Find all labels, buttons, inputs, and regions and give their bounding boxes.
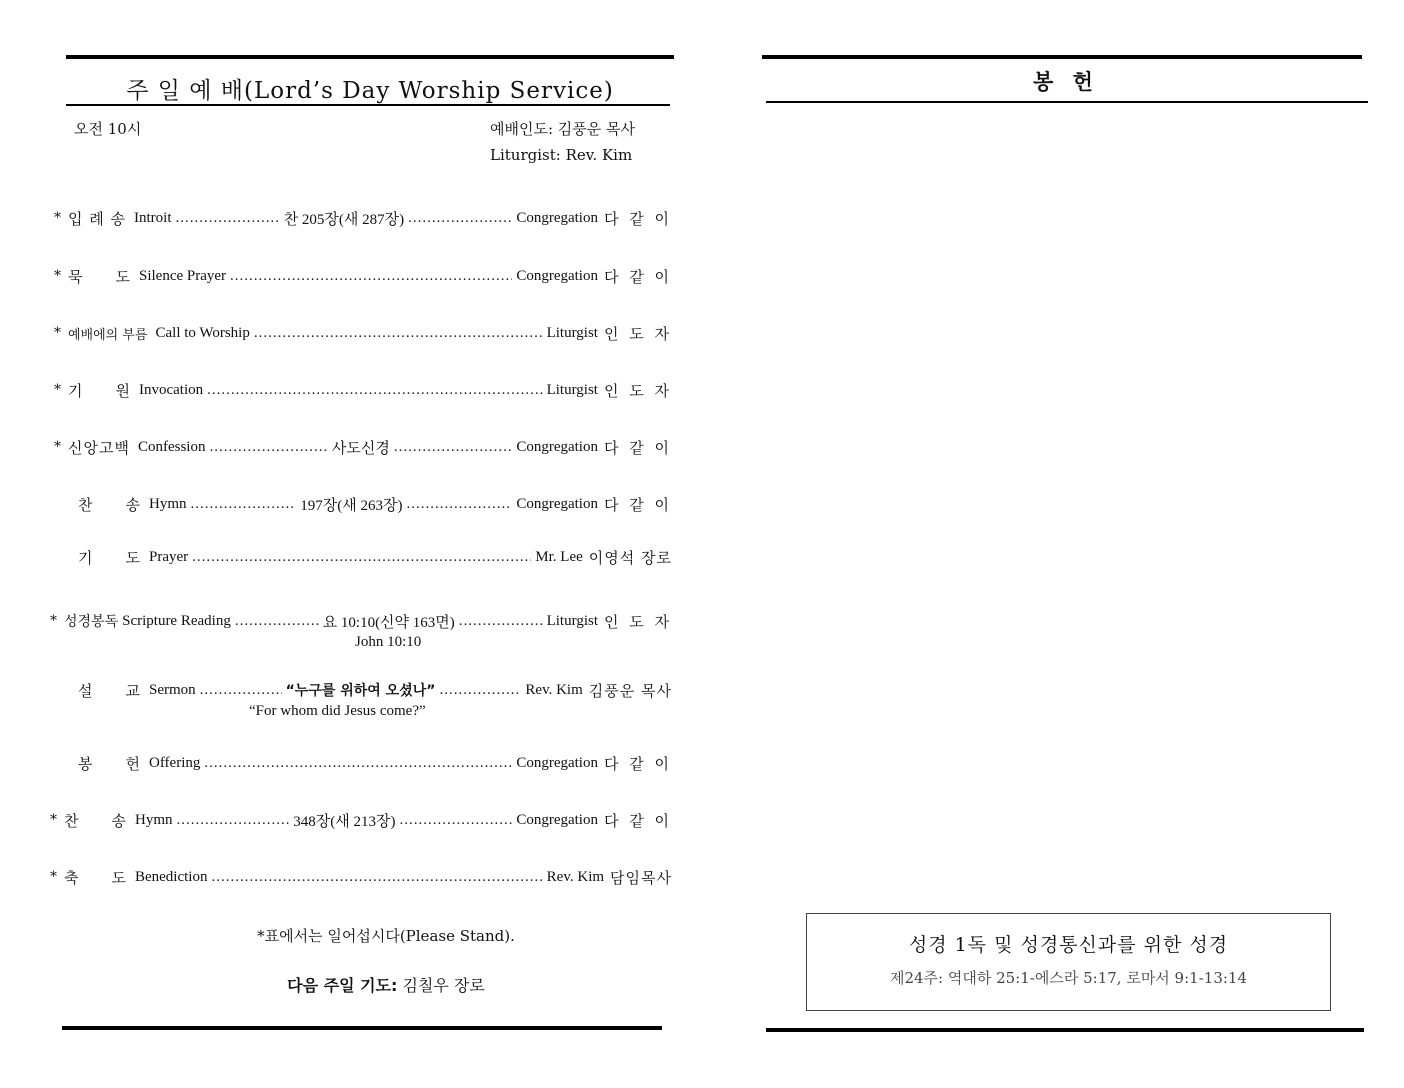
bottom-rule-right <box>766 1028 1364 1032</box>
item-korean-name: 기 원 <box>68 381 131 400</box>
item-person-korean: 김풍운 목사 <box>588 681 672 700</box>
item-detail: 197장(새 263장) <box>300 497 403 514</box>
item-person: Liturgist <box>546 324 598 341</box>
order-item-invocation <box>54 377 672 403</box>
bible-reading-schedule: 제24주: 역대하 25:1-에스라 5:17, 로마서 9:1-13:14 <box>889 969 1247 987</box>
stand-note: *표에서는 일어섭시다(Please Stand). <box>257 927 515 945</box>
leader-dots <box>176 812 289 829</box>
order-item-silence-prayer <box>54 263 672 289</box>
item-english-name: Sermon <box>148 681 196 698</box>
item-person: Congregation <box>516 495 598 512</box>
item-person: Rev. Kim <box>525 681 583 698</box>
order-item-sermon <box>64 677 672 703</box>
leader-dots <box>394 439 512 456</box>
item-english-name: Call to Worship <box>155 324 250 341</box>
sermon-english-title: “For whom did Jesus come?” <box>249 703 426 719</box>
bible-reading-box <box>806 913 1331 1011</box>
item-person-korean: 인 도 자 <box>603 324 672 343</box>
order-item-hymn-2 <box>50 807 672 833</box>
stand-marker: * <box>50 869 57 885</box>
item-person: Congregation <box>516 209 598 226</box>
leader-dots <box>407 496 513 513</box>
sermon-title: “누구를 위하여 오셨나” <box>285 683 436 699</box>
service-title: 주 일 예 배(Lord’s Day Worship Service) <box>126 78 614 104</box>
stand-marker: * <box>54 210 61 226</box>
next-prayer-label: 다음 주일 기도: <box>287 976 398 995</box>
next-week-prayer <box>66 973 706 996</box>
item-korean-name: 기 도 <box>78 548 141 567</box>
item-person-korean: 다 같 이 <box>603 267 672 286</box>
order-item-benediction <box>50 864 672 890</box>
item-person-korean: 다 같 이 <box>603 495 672 514</box>
scripture-english-ref: John 10:10 <box>355 634 422 650</box>
leader-dots <box>235 613 319 630</box>
item-english-name: Invocation <box>138 381 204 398</box>
item-person: Congregation <box>516 811 598 828</box>
item-korean-name: 설 교 <box>78 681 141 700</box>
item-english-name: Prayer <box>148 548 189 565</box>
item-detail: 348장(새 213장) <box>293 813 396 830</box>
item-person-korean: 다 같 이 <box>603 438 672 457</box>
liturgist-korean: 예배인도: 김풍운 목사 <box>490 120 636 138</box>
stand-marker: * <box>50 613 57 629</box>
bible-reading-title: 성경 1독 및 성경통신과를 위한 성경 <box>908 934 1229 956</box>
order-item-confession <box>54 434 672 460</box>
top-rule-left <box>66 55 674 59</box>
leader-dots <box>209 439 327 456</box>
leader-dots <box>192 549 531 566</box>
stand-marker: * <box>54 439 61 455</box>
top-rule-right <box>762 55 1362 59</box>
stand-marker: * <box>50 812 57 828</box>
item-person: Congregation <box>516 754 598 771</box>
item-korean-name: 성경봉독 <box>64 614 119 630</box>
item-korean-name: 신앙고백 <box>68 438 130 457</box>
liturgist-english: Liturgist: Rev. Kim <box>490 146 633 164</box>
order-item-introit <box>54 205 672 231</box>
offering-title: 봉 헌 <box>1033 69 1099 94</box>
next-prayer-name: 김칠우 장로 <box>402 976 485 995</box>
service-time: 오전 10시 <box>74 120 142 138</box>
item-korean-name: 찬 송 <box>64 811 127 830</box>
order-item-prayer <box>64 544 672 570</box>
item-korean-name: 찬 송 <box>78 495 141 514</box>
leader-dots <box>190 496 296 513</box>
item-english-name: Offering <box>148 754 201 771</box>
item-korean-name: 예배에의 부름 <box>68 327 148 343</box>
item-detail: 요 10:10(신약 163면) <box>322 614 455 631</box>
item-person-korean: 이영석 장로 <box>588 548 672 567</box>
item-person: Congregation <box>516 438 598 455</box>
item-english-name: Hymn <box>148 495 187 512</box>
item-english-name: Hymn <box>134 811 173 828</box>
leader-dots <box>207 382 542 399</box>
order-item-hymn-1 <box>64 491 672 517</box>
item-korean-name: 묵 도 <box>68 267 131 286</box>
item-english-name: Scripture Reading <box>122 612 231 629</box>
item-english-name: Introit <box>134 209 172 226</box>
item-person: Liturgist <box>546 612 598 629</box>
item-english-name: Benediction <box>134 868 208 885</box>
leader-dots <box>254 325 543 342</box>
item-person-korean: 인 도 자 <box>604 612 673 631</box>
item-korean-name: 축 도 <box>64 868 127 887</box>
leader-dots <box>230 268 512 285</box>
order-item-offering <box>64 750 672 776</box>
stand-marker: * <box>54 325 61 341</box>
leader-dots <box>459 613 543 630</box>
offering-title-underline <box>766 101 1368 103</box>
item-person-korean: 다 같 이 <box>603 754 672 773</box>
stand-marker: * <box>54 268 61 284</box>
item-person-korean: 담임목사 <box>610 868 672 887</box>
item-person-korean: 다 같 이 <box>603 811 672 830</box>
leader-dots <box>204 755 512 772</box>
item-person: Rev. Kim <box>546 868 605 885</box>
item-person-korean: 인 도 자 <box>603 381 672 400</box>
item-person: Liturgist <box>546 381 598 398</box>
leader-dots <box>400 812 513 829</box>
item-detail: 찬 205장(새 287장) <box>283 211 405 228</box>
item-korean-name: 입 례 송 <box>68 209 127 228</box>
item-person: Mr. Lee <box>535 548 583 565</box>
order-item-call-to-worship <box>54 320 672 346</box>
order-item-scripture-reading <box>50 608 672 634</box>
leader-dots <box>408 210 512 227</box>
leader-dots <box>200 682 282 699</box>
liturgist-info <box>490 116 635 168</box>
item-person-korean: 다 같 이 <box>603 209 672 228</box>
stand-marker: * <box>54 382 61 398</box>
item-english-name: Confession <box>137 438 206 455</box>
bottom-rule-left <box>62 1026 662 1030</box>
item-english-name: Silence Prayer <box>138 267 227 284</box>
title-underline <box>66 104 670 106</box>
item-detail: 사도신경 <box>331 440 390 457</box>
leader-dots <box>439 682 521 699</box>
leader-dots <box>211 869 542 886</box>
item-korean-name: 봉 헌 <box>78 754 141 773</box>
item-person: Congregation <box>516 267 598 284</box>
leader-dots <box>176 210 280 227</box>
